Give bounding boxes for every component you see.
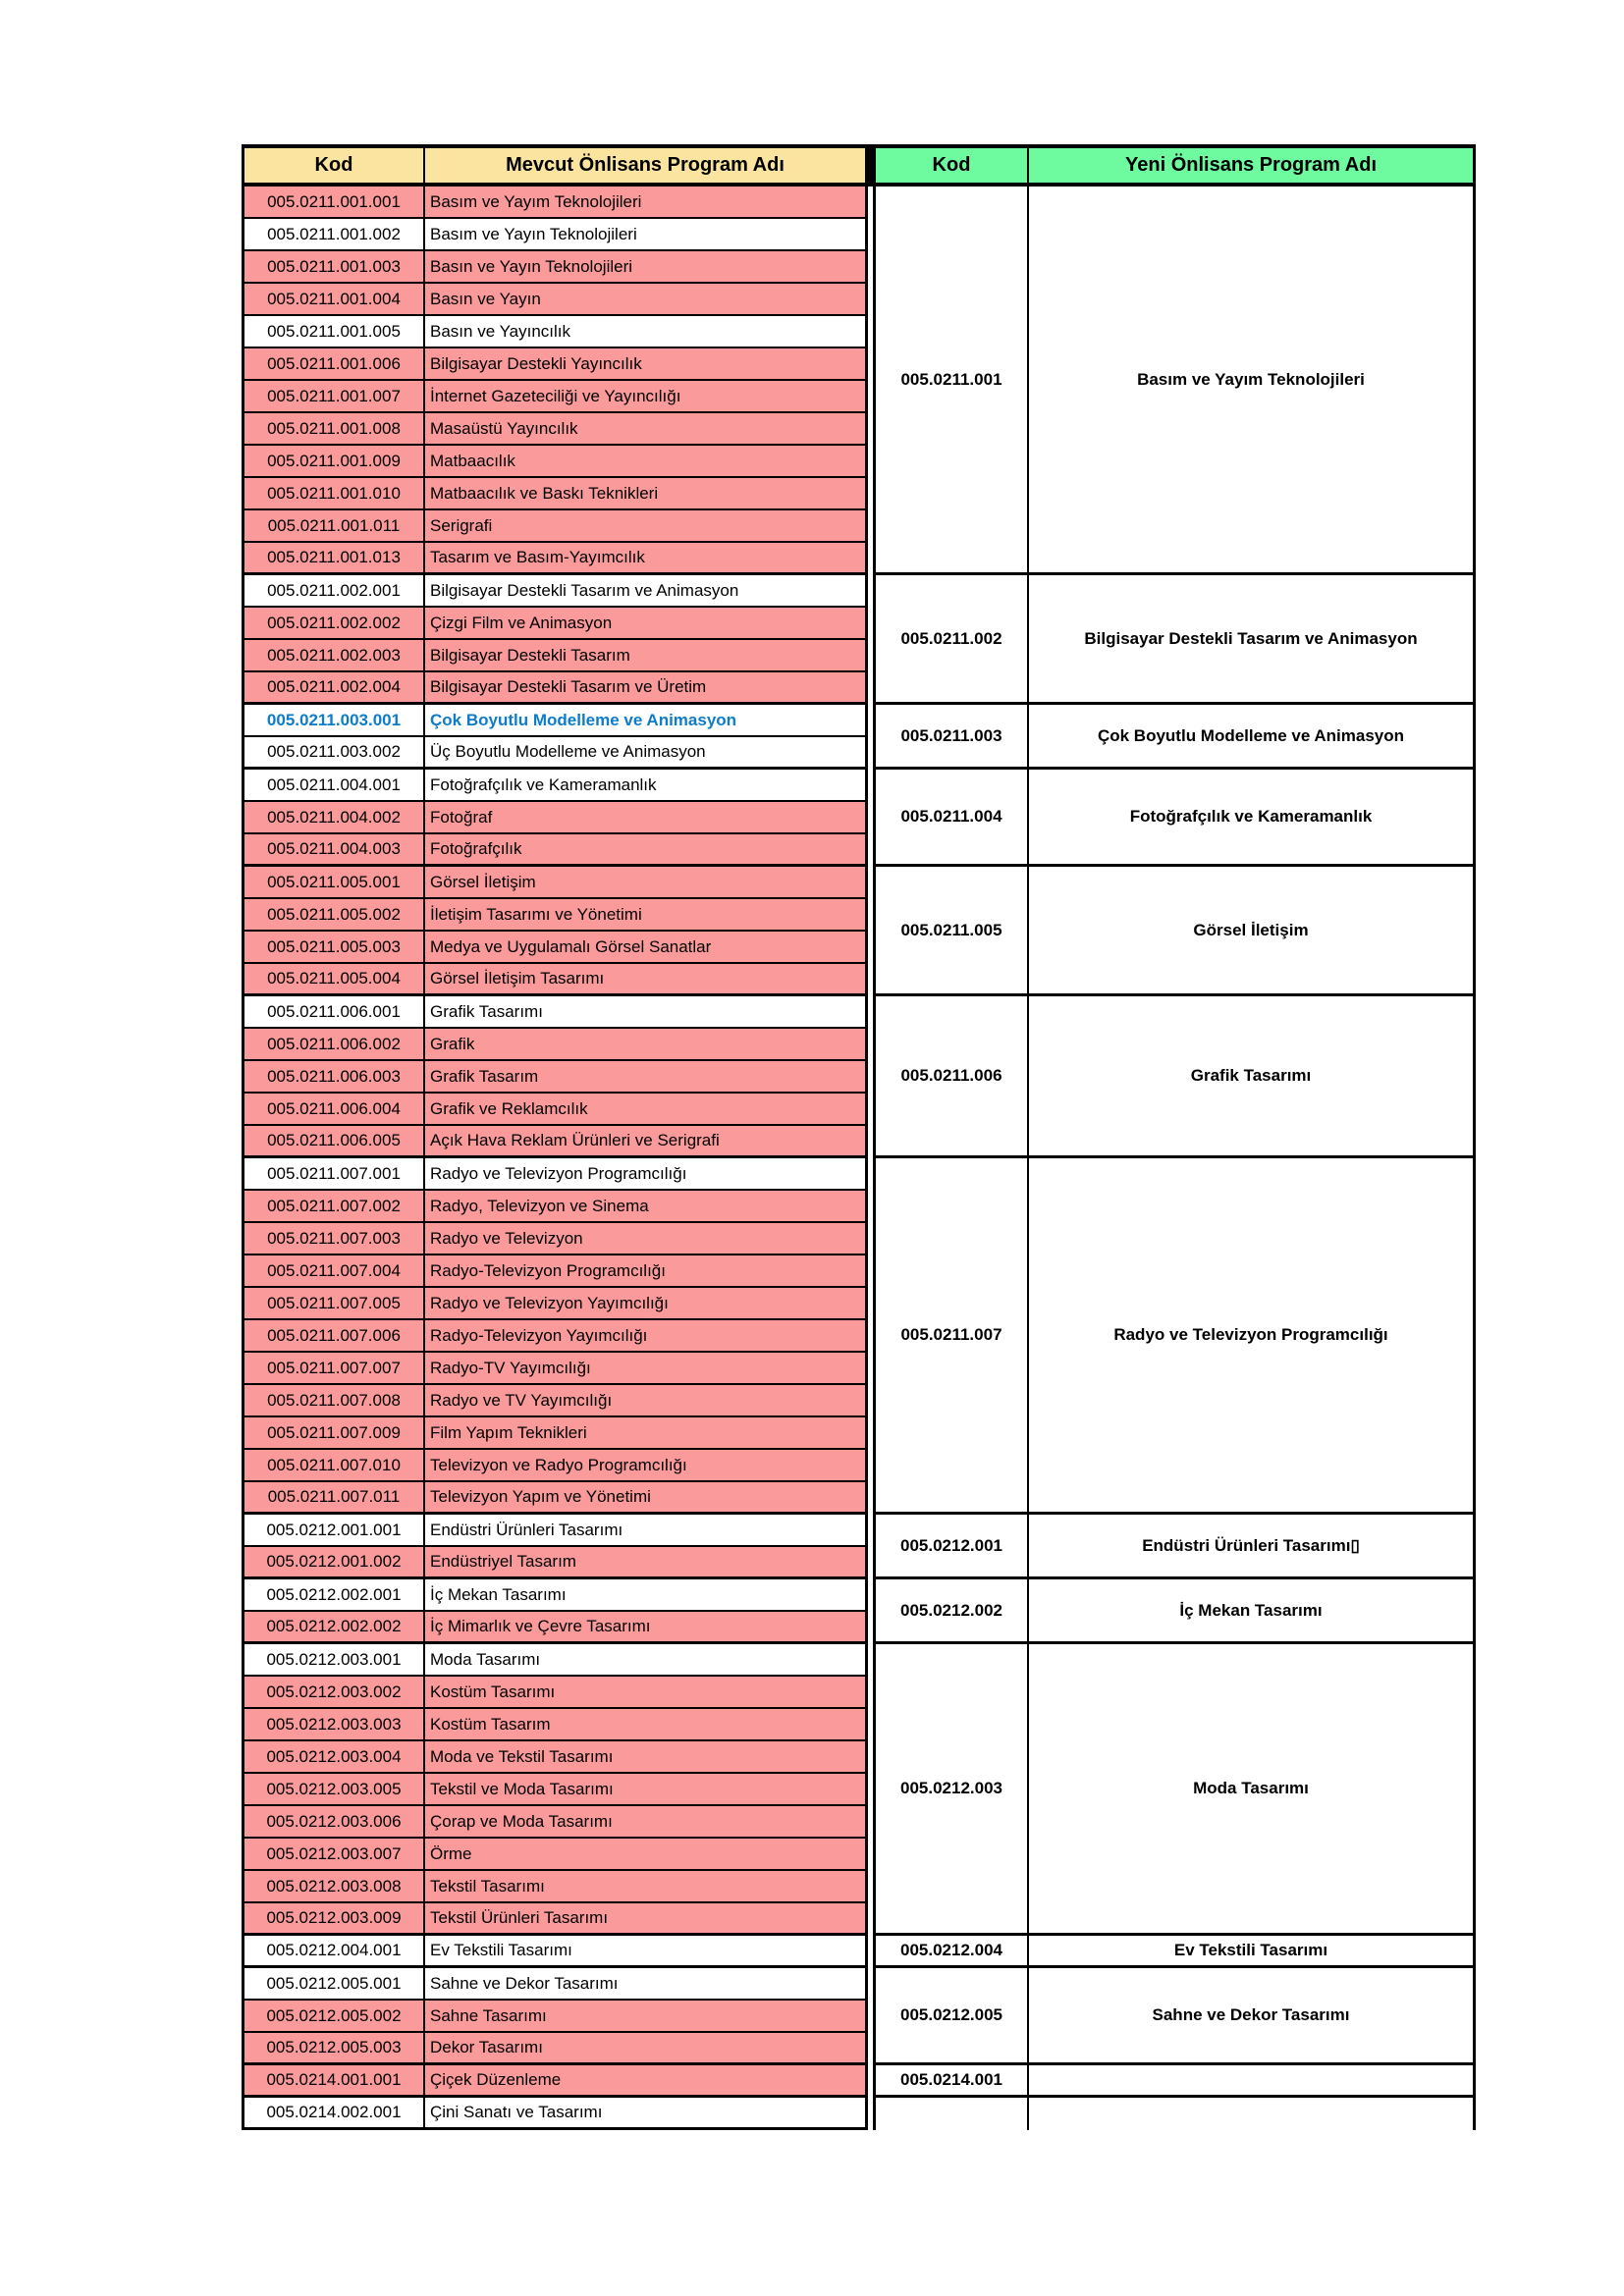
new-code-cell: 005.0211.005 <box>876 867 1029 996</box>
current-name-cell: Basın ve Yayın Teknolojileri <box>425 251 865 284</box>
current-code-cell: 005.0214.001.001 <box>244 2065 425 2098</box>
new-name-cell <box>1029 2098 1473 2130</box>
current-name-cell: İnternet Gazeteciliği ve Yayıncılığı <box>425 381 865 413</box>
current-code-cell: 005.0212.005.003 <box>244 2033 425 2065</box>
current-name-cell: Çorap ve Moda Tasarımı <box>425 1806 865 1839</box>
current-name-cell: Örme <box>425 1839 865 1871</box>
current-programs-block <box>242 770 868 867</box>
current-programs-block <box>242 187 868 575</box>
mapping-group <box>242 1158 1476 1515</box>
current-programs-header <box>242 144 868 187</box>
current-name-cell: Radyo-TV Yayımcılığı <box>425 1353 865 1385</box>
current-code-cell: 005.0212.005.002 <box>244 2001 425 2033</box>
current-code-cell: 005.0211.001.005 <box>244 316 425 348</box>
new-code-cell: 005.0211.006 <box>876 996 1029 1158</box>
new-code-cell: 005.0211.002 <box>876 575 1029 705</box>
current-code-cell: 005.0211.004.002 <box>244 802 425 834</box>
current-name-cell: Tekstil Ürünleri Tasarımı <box>425 1903 865 1936</box>
table-row <box>244 1612 865 1644</box>
table-row <box>244 1223 865 1255</box>
header-kod-current: Kod <box>244 148 425 183</box>
current-programs-block <box>242 1515 868 1579</box>
new-program-block <box>873 996 1476 1158</box>
table-row <box>244 964 865 996</box>
table-row <box>244 1839 865 1871</box>
current-name-cell: Dekor Tasarımı <box>425 2033 865 2065</box>
current-code-cell: 005.0211.007.011 <box>244 1482 425 1515</box>
current-code-cell: 005.0211.001.003 <box>244 251 425 284</box>
new-program-block <box>873 770 1476 867</box>
table-row <box>244 1061 865 1094</box>
current-programs-block <box>242 575 868 705</box>
current-name-cell: Masaüstü Yayıncılık <box>425 413 865 446</box>
current-programs-block <box>242 2098 868 2130</box>
current-name-cell: Kostüm Tasarım <box>425 1709 865 1741</box>
current-name-cell: Radyo, Televizyon ve Sinema <box>425 1191 865 1223</box>
current-name-cell: Film Yapım Teknikleri <box>425 1417 865 1450</box>
new-program-block <box>873 1158 1476 1515</box>
table-row <box>244 2098 865 2130</box>
current-name-cell: Moda Tasarımı <box>425 1644 865 1677</box>
table-row <box>244 1968 865 2001</box>
table-row <box>244 1903 865 1936</box>
current-name-cell: Görsel İletişim <box>425 867 865 899</box>
current-code-cell: 005.0211.007.004 <box>244 1255 425 1288</box>
current-name-cell: Radyo ve Televizyon <box>425 1223 865 1255</box>
table-row <box>244 2065 865 2098</box>
current-code-cell: 005.0211.001.009 <box>244 446 425 478</box>
new-code-cell: 005.0211.007 <box>876 1158 1029 1515</box>
current-code-cell: 005.0212.001.002 <box>244 1547 425 1579</box>
current-name-cell: Bilgisayar Destekli Tasarım ve Animasyon <box>425 575 865 608</box>
current-name-cell: Grafik ve Reklamcılık <box>425 1094 865 1126</box>
current-code-cell: 005.0211.006.005 <box>244 1126 425 1158</box>
table-row <box>244 932 865 964</box>
current-name-cell: Endüstri Ürünleri Tasarımı <box>425 1515 865 1547</box>
current-code-cell: 005.0211.002.003 <box>244 640 425 672</box>
current-name-cell: Radyo-Televizyon Programcılığı <box>425 1255 865 1288</box>
mapping-group <box>242 867 1476 996</box>
table-row <box>244 834 865 867</box>
current-programs-block <box>242 1158 868 1515</box>
current-code-cell: 005.0211.006.003 <box>244 1061 425 1094</box>
current-name-cell: Grafik <box>425 1029 865 1061</box>
current-name-cell: Çizgi Film ve Animasyon <box>425 608 865 640</box>
new-name-cell: Endüstri Ürünleri Tasarımı▯ <box>1029 1515 1473 1579</box>
mapping-group <box>242 1936 1476 1968</box>
current-programs-block <box>242 2065 868 2098</box>
current-name-cell: Matbaacılık ve Baskı Teknikleri <box>425 478 865 510</box>
new-code-cell: 005.0212.001 <box>876 1515 1029 1579</box>
current-name-cell: İç Mekan Tasarımı <box>425 1579 865 1612</box>
current-code-cell: 005.0211.002.002 <box>244 608 425 640</box>
table-header <box>242 144 1476 187</box>
mapping-group <box>242 2098 1476 2130</box>
mapping-group <box>242 1968 1476 2065</box>
current-name-cell: Moda ve Tekstil Tasarımı <box>425 1741 865 1774</box>
current-code-cell: 005.0211.006.001 <box>244 996 425 1029</box>
mapping-group <box>242 2065 1476 2098</box>
current-name-cell: Bilgisayar Destekli Tasarım ve Üretim <box>425 672 865 705</box>
current-name-cell: Radyo ve Televizyon Programcılığı <box>425 1158 865 1191</box>
table-body <box>242 187 1476 2130</box>
current-code-cell: 005.0211.002.001 <box>244 575 425 608</box>
current-code-cell: 005.0211.001.011 <box>244 510 425 543</box>
current-name-cell: Grafik Tasarımı <box>425 996 865 1029</box>
current-name-cell: Fotoğrafçılık ve Kameramanlık <box>425 770 865 802</box>
new-name-cell: Sahne ve Dekor Tasarımı <box>1029 1968 1473 2065</box>
program-mapping-table <box>242 144 1476 2130</box>
current-name-cell: Serigrafi <box>425 510 865 543</box>
current-code-cell: 005.0211.001.002 <box>244 219 425 251</box>
table-row <box>244 996 865 1029</box>
header-current-program-name: Mevcut Önlisans Program Adı <box>425 148 865 183</box>
current-code-cell: 005.0212.003.003 <box>244 1709 425 1741</box>
current-code-cell: 005.0211.001.001 <box>244 187 425 219</box>
current-code-cell: 005.0211.007.006 <box>244 1320 425 1353</box>
current-code-cell: 005.0211.006.002 <box>244 1029 425 1061</box>
current-programs-block <box>242 996 868 1158</box>
current-name-cell: Fotoğraf <box>425 802 865 834</box>
current-name-cell: Televizyon Yapım ve Yönetimi <box>425 1482 865 1515</box>
new-code-cell: 005.0212.002 <box>876 1579 1029 1644</box>
table-row <box>244 1450 865 1482</box>
current-code-cell: 005.0211.001.008 <box>244 413 425 446</box>
new-program-block <box>873 187 1476 575</box>
current-name-cell: Sahne ve Dekor Tasarımı <box>425 1968 865 2001</box>
table-row <box>244 316 865 348</box>
new-program-block <box>873 1936 1476 1968</box>
current-code-cell: 005.0211.001.006 <box>244 348 425 381</box>
table-row <box>244 1871 865 1903</box>
current-code-cell: 005.0211.005.003 <box>244 932 425 964</box>
current-name-cell: Çini Sanatı ve Tasarımı <box>425 2098 865 2130</box>
new-program-block <box>873 2065 1476 2098</box>
current-code-cell: 005.0211.007.007 <box>244 1353 425 1385</box>
table-row <box>244 1158 865 1191</box>
mapping-group <box>242 996 1476 1158</box>
current-name-cell: İç Mimarlık ve Çevre Tasarımı <box>425 1612 865 1644</box>
new-name-cell: Bilgisayar Destekli Tasarım ve Animasyon <box>1029 575 1473 705</box>
current-name-cell: Radyo ve TV Yayımcılığı <box>425 1385 865 1417</box>
current-name-cell: Radyo-Televizyon Yayımcılığı <box>425 1320 865 1353</box>
current-code-cell: 005.0211.005.004 <box>244 964 425 996</box>
mapping-group <box>242 1579 1476 1644</box>
table-row <box>244 251 865 284</box>
new-code-cell: 005.0211.003 <box>876 705 1029 770</box>
current-name-cell: Televizyon ve Radyo Programcılığı <box>425 1450 865 1482</box>
new-name-cell: Radyo ve Televizyon Programcılığı <box>1029 1158 1473 1515</box>
current-name-cell: Radyo ve Televizyon Yayımcılığı <box>425 1288 865 1320</box>
current-code-cell: 005.0211.001.013 <box>244 543 425 575</box>
table-row <box>244 1417 865 1450</box>
table-row <box>244 1320 865 1353</box>
current-name-cell: Bilgisayar Destekli Yayıncılık <box>425 348 865 381</box>
table-row <box>244 1936 865 1968</box>
current-code-cell: 005.0212.003.007 <box>244 1839 425 1871</box>
table-row <box>244 413 865 446</box>
table-row <box>244 2033 865 2065</box>
current-name-cell: Çiçek Düzenleme <box>425 2065 865 2098</box>
table-row <box>244 1288 865 1320</box>
table-row <box>244 543 865 575</box>
mapping-group <box>242 187 1476 575</box>
current-name-cell: Grafik Tasarım <box>425 1061 865 1094</box>
current-code-cell: 005.0211.001.010 <box>244 478 425 510</box>
current-name-cell: Açık Hava Reklam Ürünleri ve Serigrafi <box>425 1126 865 1158</box>
current-name-cell: Basım ve Yayın Teknolojileri <box>425 219 865 251</box>
new-name-cell <box>1029 2065 1473 2098</box>
current-code-cell: 005.0211.007.002 <box>244 1191 425 1223</box>
current-programs-block <box>242 1579 868 1644</box>
new-code-cell: 005.0212.004 <box>876 1936 1029 1968</box>
table-row <box>244 1029 865 1061</box>
table-row <box>244 867 865 899</box>
current-code-cell: 005.0212.003.009 <box>244 1903 425 1936</box>
new-code-cell: 005.0211.004 <box>876 770 1029 867</box>
current-programs-block <box>242 1644 868 1936</box>
table-row <box>244 187 865 219</box>
table-row <box>244 1709 865 1741</box>
current-name-cell: Kostüm Tasarımı <box>425 1677 865 1709</box>
table-row <box>244 478 865 510</box>
table-row <box>244 1385 865 1417</box>
table-row <box>244 899 865 932</box>
current-code-cell: 005.0211.007.001 <box>244 1158 425 1191</box>
current-code-cell: 005.0211.007.008 <box>244 1385 425 1417</box>
current-name-cell: Medya ve Uygulamalı Görsel Sanatlar <box>425 932 865 964</box>
new-code-cell: 005.0212.005 <box>876 1968 1029 2065</box>
new-program-block <box>873 575 1476 705</box>
current-code-cell: 005.0212.001.001 <box>244 1515 425 1547</box>
current-code-cell: 005.0212.003.004 <box>244 1741 425 1774</box>
current-name-cell: İletişim Tasarımı ve Yönetimi <box>425 899 865 932</box>
current-code-cell: 005.0212.002.001 <box>244 1579 425 1612</box>
mapping-group <box>242 1515 1476 1579</box>
current-programs-block <box>242 867 868 996</box>
current-code-cell: 005.0212.003.005 <box>244 1774 425 1806</box>
current-name-cell: Çok Boyutlu Modelleme ve Animasyon <box>425 705 865 737</box>
current-code-cell: 005.0214.002.001 <box>244 2098 425 2130</box>
new-name-cell: Görsel İletişim <box>1029 867 1473 996</box>
new-program-block <box>873 867 1476 996</box>
table-row <box>244 1191 865 1223</box>
current-name-cell: Üç Boyutlu Modelleme ve Animasyon <box>425 737 865 770</box>
current-code-cell: 005.0211.007.003 <box>244 1223 425 1255</box>
table-row <box>244 1094 865 1126</box>
current-code-cell: 005.0211.005.002 <box>244 899 425 932</box>
new-programs-header <box>873 144 1476 187</box>
table-row <box>244 608 865 640</box>
current-name-cell: Basım ve Yayım Teknolojileri <box>425 187 865 219</box>
new-program-block <box>873 1579 1476 1644</box>
table-row <box>244 802 865 834</box>
current-programs-block <box>242 1968 868 2065</box>
new-code-cell: 005.0211.001 <box>876 187 1029 575</box>
new-program-block <box>873 1644 1476 1936</box>
table-row <box>244 575 865 608</box>
current-name-cell: Endüstriyel Tasarım <box>425 1547 865 1579</box>
table-row <box>244 1741 865 1774</box>
table-row <box>244 770 865 802</box>
table-row <box>244 1774 865 1806</box>
new-name-cell: Çok Boyutlu Modelleme ve Animasyon <box>1029 705 1473 770</box>
current-code-cell: 005.0211.001.007 <box>244 381 425 413</box>
current-name-cell: Matbaacılık <box>425 446 865 478</box>
current-code-cell: 005.0211.007.010 <box>244 1450 425 1482</box>
mapping-group <box>242 770 1476 867</box>
current-name-cell: Görsel İletişim Tasarımı <box>425 964 865 996</box>
current-programs-block <box>242 1936 868 1968</box>
new-program-block <box>873 2098 1476 2130</box>
table-row <box>244 705 865 737</box>
table-row <box>244 737 865 770</box>
current-code-cell: 005.0211.006.004 <box>244 1094 425 1126</box>
current-name-cell: Tasarım ve Basım-Yayımcılık <box>425 543 865 575</box>
current-code-cell: 005.0212.004.001 <box>244 1936 425 1968</box>
new-program-block <box>873 1968 1476 2065</box>
table-row <box>244 1579 865 1612</box>
current-code-cell: 005.0211.004.001 <box>244 770 425 802</box>
current-name-cell: Basın ve Yayıncılık <box>425 316 865 348</box>
mapping-group <box>242 1644 1476 1936</box>
current-code-cell: 005.0211.004.003 <box>244 834 425 867</box>
table-row <box>244 1255 865 1288</box>
new-name-cell: Moda Tasarımı <box>1029 1644 1473 1936</box>
table-row <box>244 446 865 478</box>
table-row <box>244 1644 865 1677</box>
current-code-cell: 005.0211.001.004 <box>244 284 425 316</box>
table-row <box>244 2001 865 2033</box>
current-code-cell: 005.0211.002.004 <box>244 672 425 705</box>
table-row <box>244 381 865 413</box>
new-code-cell <box>876 2098 1029 2130</box>
current-code-cell: 005.0212.003.001 <box>244 1644 425 1677</box>
table-row <box>244 348 865 381</box>
current-name-cell: Fotoğrafçılık <box>425 834 865 867</box>
table-row <box>244 1677 865 1709</box>
header-kod-new: Kod <box>876 148 1029 183</box>
table-row <box>244 1806 865 1839</box>
table-row <box>244 672 865 705</box>
table-row <box>244 510 865 543</box>
new-code-cell: 005.0214.001 <box>876 2065 1029 2098</box>
new-program-block <box>873 705 1476 770</box>
table-row <box>244 1547 865 1579</box>
current-code-cell: 005.0211.003.002 <box>244 737 425 770</box>
current-name-cell: Basın ve Yayın <box>425 284 865 316</box>
current-code-cell: 005.0212.005.001 <box>244 1968 425 2001</box>
current-name-cell: Ev Tekstili Tasarımı <box>425 1936 865 1968</box>
current-name-cell: Bilgisayar Destekli Tasarım <box>425 640 865 672</box>
table-row <box>244 1482 865 1515</box>
header-new-program-name: Yeni Önlisans Program Adı <box>1029 148 1473 183</box>
current-name-cell: Tekstil Tasarımı <box>425 1871 865 1903</box>
current-programs-block <box>242 705 868 770</box>
current-code-cell: 005.0212.003.002 <box>244 1677 425 1709</box>
new-name-cell: Basım ve Yayım Teknolojileri <box>1029 187 1473 575</box>
table-row <box>244 1353 865 1385</box>
current-code-cell: 005.0212.003.008 <box>244 1871 425 1903</box>
current-code-cell: 005.0211.003.001 <box>244 705 425 737</box>
current-code-cell: 005.0211.005.001 <box>244 867 425 899</box>
mapping-group <box>242 705 1476 770</box>
current-name-cell: Sahne Tasarımı <box>425 2001 865 2033</box>
current-code-cell: 005.0211.007.005 <box>244 1288 425 1320</box>
current-code-cell: 005.0212.002.002 <box>244 1612 425 1644</box>
table-row <box>244 219 865 251</box>
new-code-cell: 005.0212.003 <box>876 1644 1029 1936</box>
new-name-cell: Fotoğrafçılık ve Kameramanlık <box>1029 770 1473 867</box>
current-code-cell: 005.0211.007.009 <box>244 1417 425 1450</box>
table-row <box>244 1126 865 1158</box>
table-row <box>244 1515 865 1547</box>
new-name-cell: Grafik Tasarımı <box>1029 996 1473 1158</box>
mapping-group <box>242 575 1476 705</box>
table-row <box>244 284 865 316</box>
table-row <box>244 640 865 672</box>
current-name-cell: Tekstil ve Moda Tasarımı <box>425 1774 865 1806</box>
current-code-cell: 005.0212.003.006 <box>244 1806 425 1839</box>
new-program-block <box>873 1515 1476 1579</box>
new-name-cell: Ev Tekstili Tasarımı <box>1029 1936 1473 1968</box>
new-name-cell: İç Mekan Tasarımı <box>1029 1579 1473 1644</box>
